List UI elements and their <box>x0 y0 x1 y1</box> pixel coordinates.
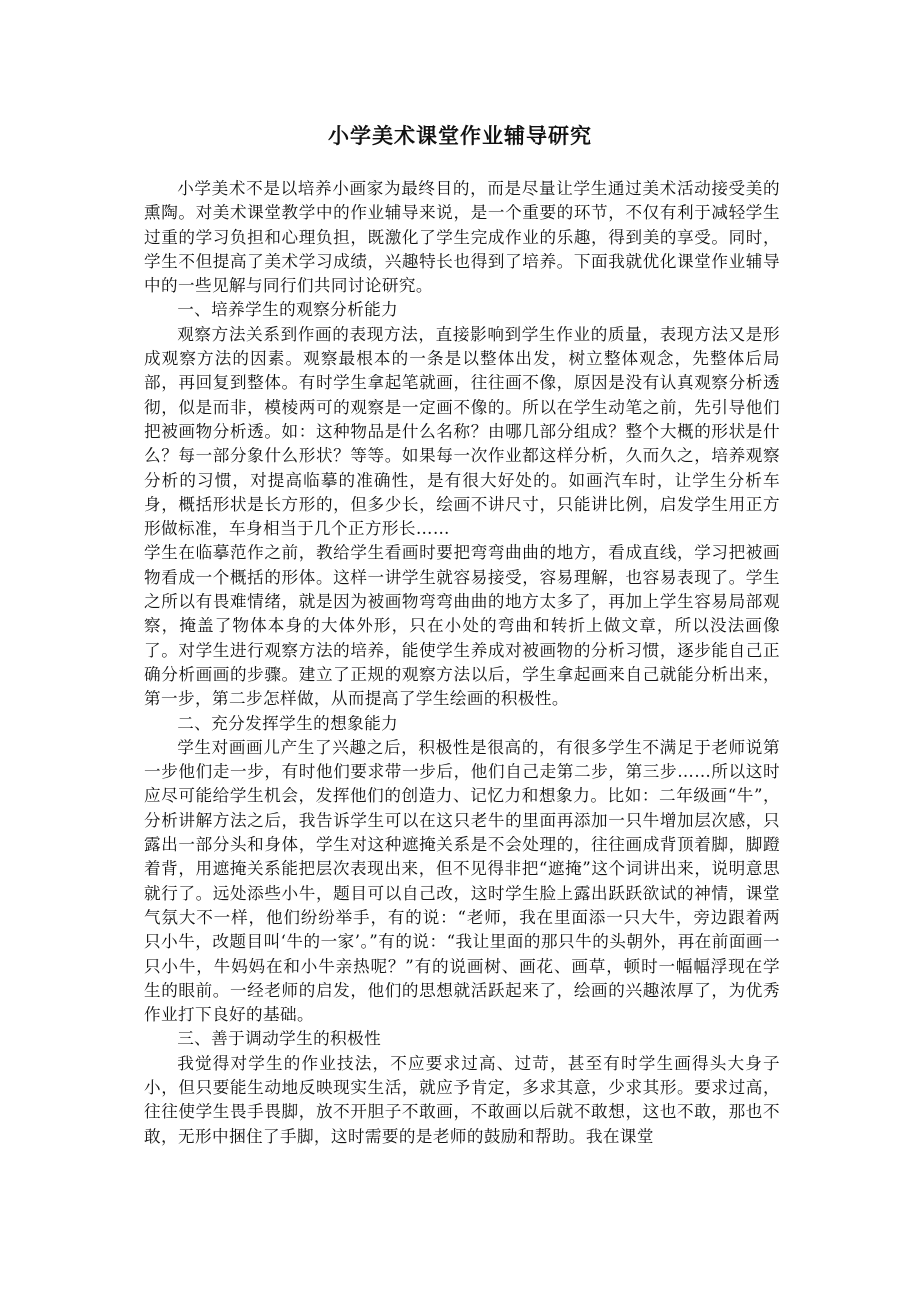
paragraph-motivation: 我觉得对学生的作业技法，不应要求过高、过苛，甚至有时学生画得头大身子小，但只要能生动地反映现实生活，就应予肯定，多求其意，少求其形。要求过高，往往使学生畏手畏脚，放不开胆子不敢画，不敢画以后就不敢想，这也不敢，那也不敢，无形中捆住了手脚，这时需要的是老师的鼓励和帮助。我在课堂 <box>144 1053 780 1146</box>
paragraph-observation-1: 观察方法关系到作画的表现方法，直接影响到学生作业的质量，表现方法又是形成观察方法的因素。观察最根本的一条是以整体出发，树立整体观念，先整体后局部，再回复到整体。有时学生拿起笔就画，往往画不像，原因是没有认真观察分析透彻，似是而非，模棱两可的观察是一定画不像的。所以在学生动笔之前，先引导他们把被画物分析透。如：这种物品是什么名称？由哪几部分组成？整个大概的形状是什么？每一部分象什么形状？等等。如果每一次作业都这样分析，久而久之，培养观察分析的习惯，对提高临摹的准确性，是有很大好处的。如画汽车时，让学生分析车身，概括形状是长方形的，但多少长，绘画不讲尺寸，只能讲比例，启发学生用正方形做标准，车身相当于几个正方形长…… <box>144 324 780 539</box>
section-heading-1: 一、培养学生的观察分析能力 <box>177 300 399 320</box>
paragraph-imagination: 学生对画画儿产生了兴趣之后，积极性是很高的，有很多学生不满足于老师说第一步他们走一步，有时他们要求带一步后，他们自己走第二步，第三步……所以这时应尽可能给学生机会，发挥他们的创造力、记忆力和想象力。比如：二年级画“牛”，分析讲解方法之后，我告诉学生可以在这只老牛的里面再添加一只牛增加层次感，只露出一部分头和身体，学生对这种遮掩关系是不会处理的，往往画成背顶着脚，脚蹬着背，用遮掩关系能把层次表现出来，但不见得非把“遮掩”这个词讲出来，说明意思就行了。远处添些小牛，题目可以自己改，这时学生脸上露出跃跃欲试的神情，课堂气氛大不一样，他们纷纷举手，有的说：“老师，我在里面添一只大牛，旁边跟着两只小牛，改题目叫‘牛的一家’。”有的说：“我让里面的那只牛的头朝外，再在前面画一只小牛，牛妈妈在和小牛亲热呢？”有的说画树、画花、画草，顿时一幅幅浮现在学生的眼前。一经老师的启发，他们的思想就活跃起来了，绘画的兴趣浓厚了，为优秀作业打下良好的基础。 <box>144 737 780 1025</box>
paragraph-observation-2: 学生在临摹范作之前，教给学生看画时要把弯弯曲曲的地方，看成直线，学习把被画物看成一个概括的形体。这样一讲学生就容易接受，容易理解，也容易表现了。学生之所以有畏难情绪，就是因为被画物弯弯曲曲的地方太多了，再加上学生容易局部观察，掩盖了物体本身的大体外形，只在小处的弯曲和转折上做文章，所以没法画像了。对学生进行观察方法的培养，能使学生养成对被画物的分析习惯，逐步能自己正确分析画画的步骤。建立了正规的观察方法以后，学生拿起画来自己就能分析出来，第一步，第二步怎样做，从而提高了学生绘画的积极性。 <box>144 543 780 709</box>
section-heading-2: 二、充分发挥学生的想象能力 <box>177 713 399 733</box>
section-heading-3: 三、善于调动学生的积极性 <box>177 1029 382 1049</box>
document-body <box>144 177 780 1149</box>
paragraph-intro: 小学美术不是以培养小画家为最终目的，而是尽量让学生通过美术活动接受美的熏陶。对美术课堂教学中的作业辅导来说，是一个重要的环节，不仅有利于减轻学生过重的学习负担和心理负担，既激化了学生完成作业的乐趣，得到美的享受。同时，学生不但提高了美术学习成绩，兴趣特长也得到了培养。下面我就优化课堂作业辅导中的一些见解与同行们共同讨论研究。 <box>144 179 780 296</box>
document-title: 小学美术课堂作业辅导研究 <box>328 123 592 148</box>
